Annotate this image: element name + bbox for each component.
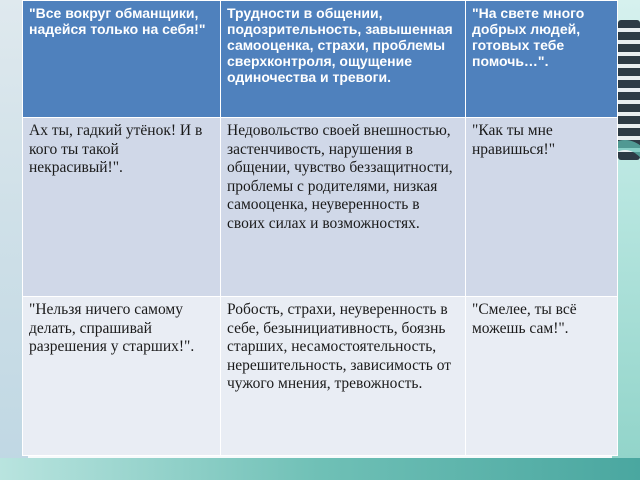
header-cell-phrase: "Все вокруг обманщики, надейся только на себя!": [23, 1, 221, 118]
table-cell-alternative: "Как ты мне нравишься!": [466, 118, 618, 297]
bottom-decoration: [0, 458, 640, 480]
header-cell-alternative: "На свете много добрых людей, готовых тебе помочь…".: [466, 1, 618, 118]
film-strip-decoration: [618, 20, 640, 160]
table-cell-alternative: "Смелее, ты всё можешь сам!".: [466, 297, 618, 456]
table-cell-phrase: Ах ты, гадкий утёнок! И в кого ты такой некрасивый!".: [23, 118, 221, 297]
table-cell-consequences: Робость, страхи, неуверенность в себе, безынициативность, боязнь старших, несамостоятельность, нерешительность, зависимость от чужого мнения, тревожность.: [221, 297, 466, 456]
table-cell-phrase: "Нельзя ничего самому делать, спрашивай разрешения у старших!".: [23, 297, 221, 456]
table-row: [23, 297, 618, 456]
content-table: [22, 0, 618, 456]
table-header-row: [23, 1, 618, 118]
table-row: [23, 118, 618, 297]
header-cell-consequences: Трудности в общении, подозрительность, завышенная самооценка, страхи, проблемы сверхконтроля, ощущение одиночества и тревоги.: [221, 1, 466, 118]
table-cell-consequences: Недовольство своей внешностью, застенчивость, нарушения в общении, чувство беззащитности, проблемы с родителями, низкая самооценка, неуверенность в своих силах и возможностях.: [221, 118, 466, 297]
